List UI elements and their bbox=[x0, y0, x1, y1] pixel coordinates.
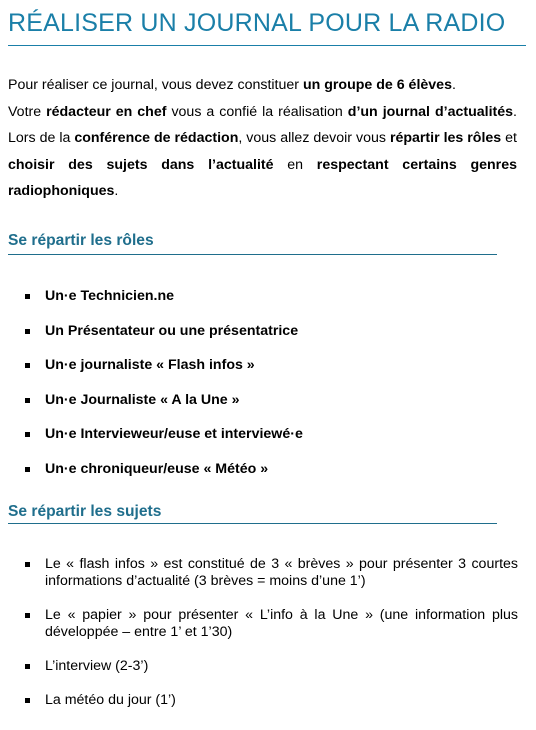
roles-list bbox=[0, 286, 536, 493]
title-underline bbox=[8, 45, 526, 46]
section-underline-roles bbox=[8, 254, 497, 255]
intro-run: et bbox=[501, 130, 517, 146]
intro-paragraph-2 bbox=[8, 99, 517, 205]
intro-line-1 bbox=[8, 72, 517, 99]
list-item-text: Un·e Intervieweur/euse et interviewé·e bbox=[45, 426, 303, 442]
bullet-square-icon bbox=[25, 613, 30, 618]
intro-run-bold: respectant certains genres radiophoniques bbox=[8, 156, 517, 199]
list-item-text: Le « papier » pour présenter « L’info à la Une » (une information plus développée – entre 1’ et 1’30) bbox=[45, 607, 518, 640]
list-item-text: Le « flash infos » est constitué de 3 « brèves » pour présenter 3 courtes informations d’actualité (3 brèves = moins d’une 1’) bbox=[45, 556, 518, 589]
bullet-square-icon bbox=[25, 329, 30, 334]
intro-run: Pour réaliser ce journal, vous devez constituer bbox=[8, 77, 303, 93]
list-item bbox=[0, 321, 536, 356]
list-item-text: Un Présentateur ou une présentatrice bbox=[45, 322, 299, 339]
bullet-square-icon bbox=[25, 664, 30, 669]
section-underline-subjects bbox=[8, 523, 497, 524]
intro-run: . Lors de la bbox=[8, 103, 517, 146]
list-item bbox=[0, 658, 518, 675]
intro-run: Votre bbox=[8, 103, 47, 120]
intro-run: vous a confié la réalisation bbox=[166, 103, 348, 120]
bullet-square-icon bbox=[25, 294, 30, 299]
list-item-text: La météo du jour (1’) bbox=[45, 692, 176, 708]
intro-run-bold: répartir les rôles bbox=[389, 130, 502, 146]
intro-run-bold: un groupe de 6 élèves bbox=[302, 77, 452, 93]
list-item bbox=[0, 607, 518, 641]
intro-run: , vous allez devoir vous bbox=[238, 130, 390, 146]
bullet-square-icon bbox=[25, 562, 30, 567]
list-item-text: Un·e journaliste « Flash infos » bbox=[45, 357, 255, 373]
intro-run-bold: rédacteur en chef bbox=[46, 103, 167, 120]
bullet-square-icon bbox=[25, 363, 30, 368]
list-item bbox=[0, 355, 536, 390]
bullet-square-icon bbox=[25, 398, 30, 403]
list-item-text: Un·e chroniqueur/euse « Météo » bbox=[45, 460, 269, 477]
list-item bbox=[0, 390, 536, 425]
list-item bbox=[0, 692, 518, 709]
subjects-list bbox=[0, 556, 536, 726]
list-item-text: Un·e Technicien.ne bbox=[45, 288, 175, 304]
section-title-roles: Se répartir les rôles bbox=[8, 232, 154, 249]
bullet-square-icon bbox=[25, 698, 30, 703]
intro-run-bold: d’un journal d’actualités bbox=[347, 103, 514, 120]
list-item bbox=[0, 556, 518, 590]
list-item-text: Un·e Journaliste « A la Une » bbox=[45, 391, 240, 408]
intro-run-bold: conférence de rédaction bbox=[74, 130, 239, 146]
intro-text bbox=[8, 72, 517, 205]
intro-run: . bbox=[451, 77, 456, 93]
list-item bbox=[0, 424, 536, 459]
intro-run: . bbox=[114, 183, 119, 199]
intro-run-bold: choisir des sujets dans l’actualité bbox=[8, 156, 274, 173]
list-item bbox=[0, 459, 536, 494]
bullet-square-icon bbox=[25, 432, 30, 437]
list-item-text: L’interview (2-3’) bbox=[45, 658, 149, 674]
bullet-square-icon bbox=[25, 467, 30, 472]
page-title: RÉALISER UN JOURNAL POUR LA RADIO bbox=[8, 9, 506, 37]
section-title-subjects: Se répartir les sujets bbox=[8, 503, 162, 520]
intro-run: en bbox=[273, 156, 317, 173]
list-item bbox=[0, 286, 536, 321]
